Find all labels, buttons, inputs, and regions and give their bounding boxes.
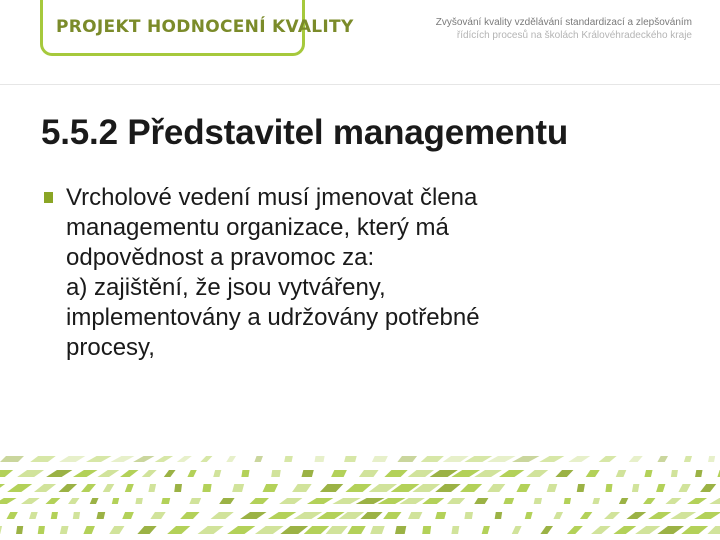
- decor-shape: [103, 484, 115, 492]
- decor-shape: [280, 526, 308, 534]
- decor-shape: [150, 512, 165, 519]
- decor-shape: [629, 456, 643, 462]
- decor-shape: [6, 512, 17, 519]
- decor-shape: [202, 484, 211, 492]
- decor-shape: [599, 456, 617, 462]
- decor-shape: [125, 484, 134, 492]
- decor-shape: [360, 512, 382, 519]
- decor-shape: [626, 512, 646, 519]
- tagline-line-2: řídících procesů na školách Královéhradeckého kraje: [456, 30, 692, 41]
- decor-shape: [665, 498, 681, 504]
- slide-title: 5.5.2 Představitel managementu: [41, 113, 568, 152]
- bullet-line: a) zajištění, že jsou vytvářeny,: [66, 274, 386, 301]
- decor-shape: [142, 470, 157, 477]
- decor-shape: [657, 456, 668, 462]
- decor-shape: [332, 498, 360, 504]
- decor-shape: [604, 512, 620, 519]
- decor-shape: [447, 498, 465, 504]
- decor-shape: [671, 470, 678, 477]
- decor-shape: [174, 484, 182, 492]
- decor-shape: [255, 526, 284, 534]
- decor-shape: [635, 526, 660, 534]
- decor-shape: [422, 498, 444, 504]
- logo-text: PROJEKT HODNOCENÍ KVALITY: [56, 17, 354, 37]
- decor-shape: [460, 484, 482, 492]
- decor-shape: [482, 526, 490, 534]
- decor-shape: [539, 456, 564, 462]
- decor-shape: [213, 470, 221, 477]
- decor-shape: [34, 484, 56, 492]
- decor-shape: [110, 456, 134, 462]
- decor-shape: [657, 526, 684, 534]
- decor-shape: [164, 470, 176, 477]
- decor-shape: [133, 456, 154, 462]
- decor-shape: [503, 498, 514, 504]
- decor-shape: [464, 456, 492, 462]
- square-bullet-icon: [44, 192, 53, 203]
- bullet-line: implementovány a udržovány potřebné: [66, 304, 480, 331]
- decor-shape: [279, 498, 302, 504]
- decor-shape: [512, 456, 539, 462]
- decor-shape: [421, 456, 444, 462]
- decor-shape: [487, 456, 515, 462]
- decor-shape: [372, 456, 388, 462]
- decor-shape: [435, 512, 446, 519]
- decor-shape: [29, 512, 38, 519]
- decor-shape: [435, 484, 461, 492]
- decor-shape: [534, 498, 542, 504]
- decor-shape: [293, 512, 322, 519]
- decor-shape: [370, 526, 385, 534]
- decor-shape: [0, 484, 5, 492]
- decor-shape: [451, 526, 459, 534]
- decor-shape: [644, 470, 652, 477]
- decor-shape: [109, 526, 124, 534]
- decor-shape: [51, 512, 58, 519]
- decor-shape: [687, 498, 707, 504]
- decor-shape: [397, 456, 417, 462]
- bullet-text: [66, 183, 686, 363]
- decor-shape: [96, 512, 105, 519]
- decor-shape: [605, 484, 612, 492]
- bullet-line: Vrcholové vedení musí jmenovat člena: [66, 184, 478, 211]
- decor-shape: [383, 512, 401, 519]
- decorative-wave-pattern: [0, 450, 720, 540]
- decor-shape: [137, 526, 156, 534]
- decor-shape: [90, 498, 99, 504]
- decor-shape: [120, 470, 138, 477]
- decor-shape: [540, 526, 553, 534]
- decor-shape: [577, 484, 585, 492]
- decor-shape: [695, 470, 702, 477]
- decor-shape: [613, 526, 636, 534]
- decor-shape: [249, 498, 268, 504]
- decor-shape: [344, 456, 357, 462]
- decor-shape: [197, 526, 223, 534]
- decor-shape: [254, 456, 263, 462]
- decor-shape: [474, 498, 488, 504]
- decor-shape: [210, 512, 233, 519]
- decor-shape: [59, 456, 85, 462]
- decor-shape: [112, 498, 119, 504]
- decor-shape: [301, 470, 313, 477]
- decor-shape: [60, 526, 69, 534]
- bullet-line: procesy,: [66, 334, 155, 361]
- decor-shape: [292, 484, 312, 492]
- decor-shape: [83, 526, 95, 534]
- decor-shape: [17, 470, 44, 477]
- tagline-line-1: Zvyšování kvality vzdělávání standardizací a zlepšováním: [435, 17, 692, 28]
- decor-shape: [200, 456, 212, 462]
- decor-shape: [567, 526, 583, 534]
- decor-shape: [58, 484, 77, 492]
- decor-shape: [0, 526, 2, 534]
- decor-shape: [240, 512, 266, 519]
- decor-shape: [708, 456, 715, 462]
- decor-shape: [0, 470, 13, 477]
- decor-shape: [553, 512, 563, 519]
- decor-shape: [284, 456, 293, 462]
- decor-shape: [632, 484, 639, 492]
- decor-shape: [568, 456, 590, 462]
- decor-shape: [347, 526, 365, 534]
- decor-shape: [700, 484, 716, 492]
- decor-shape: [464, 512, 473, 519]
- decor-shape: [408, 512, 422, 519]
- decor-shape: [81, 484, 96, 492]
- decor-shape: [314, 456, 324, 462]
- decor-shape: [586, 470, 600, 477]
- decor-shape: [122, 512, 134, 519]
- decor-shape: [408, 470, 434, 477]
- decor-shape: [592, 498, 600, 504]
- decor-shape: [359, 470, 379, 477]
- decor-shape: [591, 526, 611, 534]
- decor-shape: [694, 512, 720, 519]
- decor-shape: [73, 470, 98, 477]
- decor-shape: [68, 498, 79, 504]
- decor-shape: [681, 526, 708, 534]
- decor-shape: [219, 498, 234, 504]
- decor-shape: [7, 484, 32, 492]
- decor-shape: [232, 484, 244, 492]
- decor-shape: [16, 526, 23, 534]
- decor-shape: [709, 498, 720, 504]
- decor-shape: [487, 484, 505, 492]
- decor-shape: [307, 498, 333, 504]
- decor-shape: [422, 526, 431, 534]
- decor-shape: [384, 470, 407, 477]
- decor-shape: [38, 526, 45, 534]
- decor-shape: [271, 470, 281, 477]
- decor-shape: [86, 456, 112, 462]
- decor-shape: [135, 498, 142, 504]
- decor-shape: [262, 484, 278, 492]
- decor-shape: [499, 470, 524, 477]
- decor-shape: [167, 526, 190, 534]
- decor-shape: [155, 456, 173, 462]
- decor-shape: [656, 484, 665, 492]
- decor-shape: [345, 484, 371, 492]
- decor-shape: [526, 470, 548, 477]
- decor-shape: [304, 526, 330, 534]
- decor-shape: [0, 456, 24, 462]
- decor-shape: [21, 498, 40, 504]
- decor-shape: [148, 484, 156, 492]
- decor-shape: [564, 498, 571, 504]
- decor-shape: [226, 456, 236, 462]
- decor-shape: [161, 498, 170, 504]
- decor-shape: [268, 512, 296, 519]
- decor-shape: [331, 470, 347, 477]
- decor-shape: [684, 456, 692, 462]
- decor-shape: [227, 526, 255, 534]
- decor-shape: [320, 484, 343, 492]
- decor-shape: [180, 512, 199, 519]
- decor-shape: [0, 498, 17, 504]
- decor-shape: [547, 484, 558, 492]
- decor-shape: [525, 512, 533, 519]
- bullet-line: odpovědnost a pravomoc za:: [66, 244, 375, 271]
- decor-shape: [670, 512, 696, 519]
- decor-shape: [643, 498, 655, 504]
- decor-shape: [648, 512, 671, 519]
- decor-shape: [46, 470, 72, 477]
- decor-shape: [189, 498, 201, 504]
- decor-shape: [619, 498, 628, 504]
- decor-shape: [30, 456, 56, 462]
- decor-shape: [326, 526, 348, 534]
- project-tagline: [392, 16, 692, 42]
- decor-shape: [516, 484, 530, 492]
- decor-shape: [512, 526, 522, 534]
- decor-shape: [443, 456, 469, 462]
- decor-shape: [73, 512, 80, 519]
- decor-shape: [97, 470, 119, 477]
- decor-shape: [707, 526, 720, 534]
- decor-shape: [580, 512, 592, 519]
- decor-shape: [395, 526, 406, 534]
- decor-shape: [45, 498, 60, 504]
- header-divider: [0, 82, 720, 88]
- decor-shape: [616, 470, 627, 477]
- decor-shape: [678, 484, 690, 492]
- decor-shape: [555, 470, 573, 477]
- decor-shape: [187, 470, 196, 477]
- decor-shape: [177, 456, 192, 462]
- decor-shape: [241, 470, 249, 477]
- decor-shape: [495, 512, 503, 519]
- project-logo: [40, 0, 354, 56]
- bullet-line: managementu organizace, který má: [66, 214, 449, 241]
